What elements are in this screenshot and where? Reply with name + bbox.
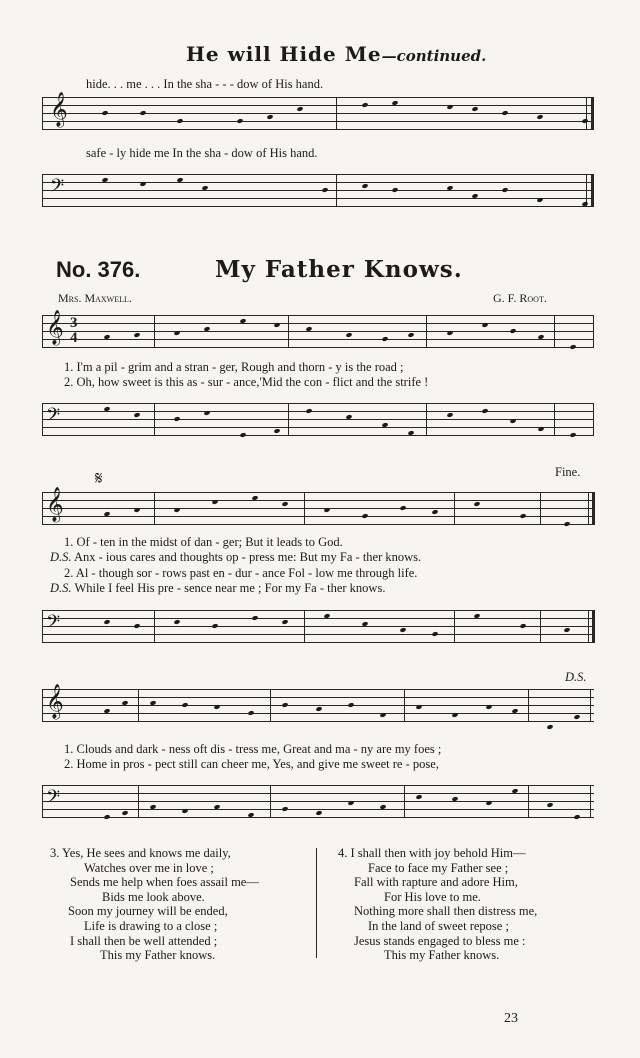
header-suffix: —continued. xyxy=(381,47,487,65)
verse-line: 4. I shall then with joy behold Him— xyxy=(338,846,526,860)
running-header xyxy=(186,42,486,66)
continued-lyric-top: hide. . . me . . . In the sha - - - dow of His hand. xyxy=(86,77,324,91)
verse-line: For His love to me. xyxy=(384,889,481,904)
bass-clef-icon: 𝄢 xyxy=(46,787,61,812)
verse-line: Sends me help when foes assail me— xyxy=(70,875,259,890)
verse-line: Nothing more shall then distress me, xyxy=(354,904,538,919)
bass-clef-icon: 𝄢 xyxy=(50,176,65,201)
verse-line: Bids me look above. xyxy=(102,889,205,904)
hymn-title: My Father Knows. xyxy=(215,256,463,283)
verse-3 xyxy=(50,846,259,963)
hymn-number: No. 376. xyxy=(56,257,141,282)
verse-line: Face to face my Father see ; xyxy=(368,860,509,875)
system2-verse1: 1. Of - ten in the midst of dan - ger; But it leads to God. xyxy=(64,535,343,549)
verse-line: In the land of sweet repose ; xyxy=(368,918,509,933)
time-signature-bottom: 4 xyxy=(70,330,78,346)
bass-clef-icon: 𝄢 xyxy=(46,405,61,430)
fine-marker: Fine. xyxy=(555,465,581,479)
verse-4 xyxy=(338,846,537,963)
system3-treble-staff xyxy=(42,684,594,722)
verse-line: 3. Yes, He sees and knows me daily, xyxy=(50,846,231,860)
verse-line: Jesus stands engaged to bless me : xyxy=(354,933,526,948)
system2-verse2: 2. Al - though sor - rows past en - dur - ance Fol - low me through life. xyxy=(64,566,418,580)
system2-ds1-text: Anx - ious cares and thoughts op - press me: But my Fa - ther knows. xyxy=(73,550,422,564)
system2-ds2 xyxy=(50,581,385,596)
system1-bass-staff xyxy=(42,403,594,436)
time-signature-top: 3 xyxy=(70,315,78,331)
treble-clef-icon: 𝄞 xyxy=(46,310,64,345)
treble-clef-icon: 𝄞 xyxy=(46,487,64,522)
segno-icon: 𝄋 xyxy=(95,468,103,489)
verse-line: Soon my journey will be ended, xyxy=(68,904,228,919)
system1-treble-staff xyxy=(42,310,594,348)
ds-marker: D.S. xyxy=(50,550,72,564)
bass-clef-icon: 𝄢 xyxy=(46,612,61,637)
verse-line: Life is drawing to a close ; xyxy=(84,918,218,933)
header-title: He will Hide Me xyxy=(186,42,382,66)
system3-verse1: 1. Clouds and dark - ness oft dis - tress me, Great and ma - ny are my foes ; xyxy=(64,742,442,756)
hymn-author: Mrs. Maxwell. xyxy=(58,291,132,305)
verse-line: This my Father knows. xyxy=(384,948,500,963)
hymn-composer: G. F. Root. xyxy=(493,291,547,305)
continued-lyric-bottom: safe - ly hide me In the sha - dow of His hand. xyxy=(86,146,318,160)
verse-line: Watches over me in love ; xyxy=(84,860,214,875)
system1-verse2: 2. Oh, how sweet is this as - sur - ance,'Mid the con - flict and the strife ! xyxy=(64,375,429,389)
system2-ds1 xyxy=(50,550,421,565)
verse-line: This my Father knows. xyxy=(100,948,216,963)
verse-line: I shall then be well attended ; xyxy=(70,933,218,948)
treble-clef-icon: 𝄞 xyxy=(46,684,64,719)
verse-divider xyxy=(316,848,317,958)
system1-verse1: 1. I'm a pil - grim and a stran - ger, Rough and thorn - y is the road ; xyxy=(64,360,404,374)
system3-verse2: 2. Home in pros - pect still can cheer me, Yes, and give me sweet re - pose, xyxy=(64,757,439,771)
continued-treble-staff xyxy=(42,92,594,130)
treble-clef-icon: 𝄞 xyxy=(50,92,68,127)
ds-marker: D.S. xyxy=(565,670,587,684)
page-number: 23 xyxy=(504,1011,518,1026)
system3-bass-staff xyxy=(42,785,594,818)
system2-bass-staff xyxy=(42,610,594,643)
continued-bass-staff xyxy=(42,174,594,207)
system2-ds2-text: While I feel His pre - sence near me ; For my Fa - ther knows. xyxy=(74,581,386,595)
system2-treble-staff xyxy=(42,487,594,525)
ds-marker: D.S. xyxy=(50,581,72,595)
verse-line: Fall with rapture and adore Him, xyxy=(354,875,518,890)
